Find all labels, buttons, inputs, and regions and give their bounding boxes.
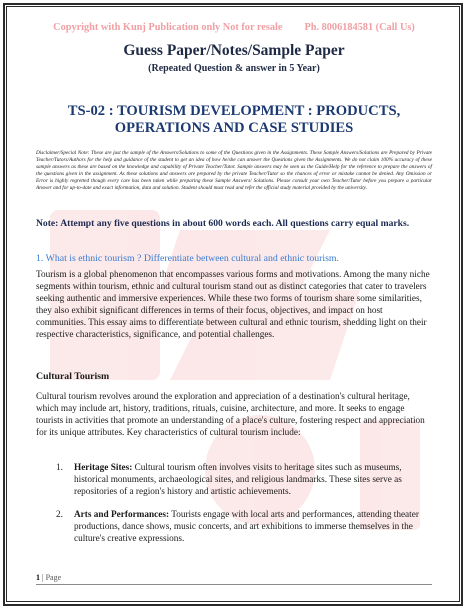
- disclaimer-text: Disclaimer/Special Note: These are just the sample of the Answers/Solutions to some of the Questions given in the Assignments. These Sample Answers/Solutions are Prepared by Private Teacher/Tutors/Authors for the help and guidance of the student to get an idea of how he/she can answer the Questions given the Assignments. We do not claim 100% accuracy of these sample answers as these are based on the knowledge and capability of Private Teacher/Tutor. Sample answers may be seen as the Guide/Help for the reference to prepare the answers of the questions given in the assignment. As these solutions and answers are prepared by the private Teacher/Tutor so the chances of error or mistake cannot be denied. Any Omission or Error is highly regretted though every care has been taken while preparing these Sample Answers/ Solutions. Please consult your own Teacher/Tutor before you prepare a particular Answer and for up-to-date and exact information, data and solution. Student should must read and refer the official study material provided by the university.: [36, 150, 432, 191]
- document-title: Guess Paper/Notes/Sample Paper: [123, 42, 345, 59]
- list-item-number: 1.: [56, 463, 63, 473]
- list-item-number: 2.: [56, 510, 63, 520]
- list-item-text: Tourists engage with local arts and performances, attending theater productions, dance shows, music concerts, and art exhibitions to immerse themselves in the culture's creative expressions.: [74, 510, 419, 545]
- course-title: TS-02 : TOURISM DEVELOPMENT : PRODUCTS, OPERATIONS AND CASE STUDIES: [67, 103, 401, 136]
- footer-divider: [36, 584, 432, 585]
- list-item-term: Arts and Performances:: [74, 510, 170, 520]
- page-number: 1: [36, 573, 40, 582]
- page-label: Page: [45, 573, 62, 582]
- copyright-text: Copyright with Kunj Publication only Not for resale: [53, 22, 283, 33]
- intro-paragraph: Tourism is a global phenomenon that encompasses various forms and motivations. Among the many niche segments within tourism, ethnic and cultural tourism stand out as distinct categories that cater to travelers seeking authentic and immersive experiences. While these two forms of tourism share some similarities, they also exhibit significant differences in terms of their focus, objectives, and impact on host communities. This essay aims to differentiate between cultural and ethnic tourism, shedding light on their respective characteristics, significance, and potential challenges.: [36, 270, 430, 341]
- page-footer: 1 | Page: [36, 573, 62, 582]
- list-item-term: Heritage Sites:: [74, 463, 133, 473]
- contact-phone: Ph. 8006184581 (Call Us): [304, 22, 415, 33]
- instructions-note: Note: Attempt any five questions in about 600 words each. All questions carry equal marks.: [36, 218, 410, 229]
- copyright-banner: [36, 22, 432, 33]
- question-heading: 1. What is ethnic tourism ? Differentiate between cultural and ethnic tourism.: [36, 253, 339, 264]
- section-paragraph: Cultural tourism revolves around the exploration and appreciation of a destination's cultural heritage, which may include art, history, traditions, rituals, cuisine, architecture, and more. It seeks to engage tourists in activities that promote an understanding of a place's culture, fostering respect and appreciation for its unique attributes. Key characteristics of cultural tourism include:: [36, 392, 425, 439]
- document-subtitle: (Repeated Question & answer in 5 Year): [148, 63, 320, 74]
- list-item-text: Cultural tourism often involves visits to heritage sites such as museums, historical monuments, archaeological sites, and religious landmarks. These sites serve as repositories of a region's history and artistic achievements.: [74, 463, 402, 498]
- section-heading: Cultural Tourism: [36, 371, 110, 382]
